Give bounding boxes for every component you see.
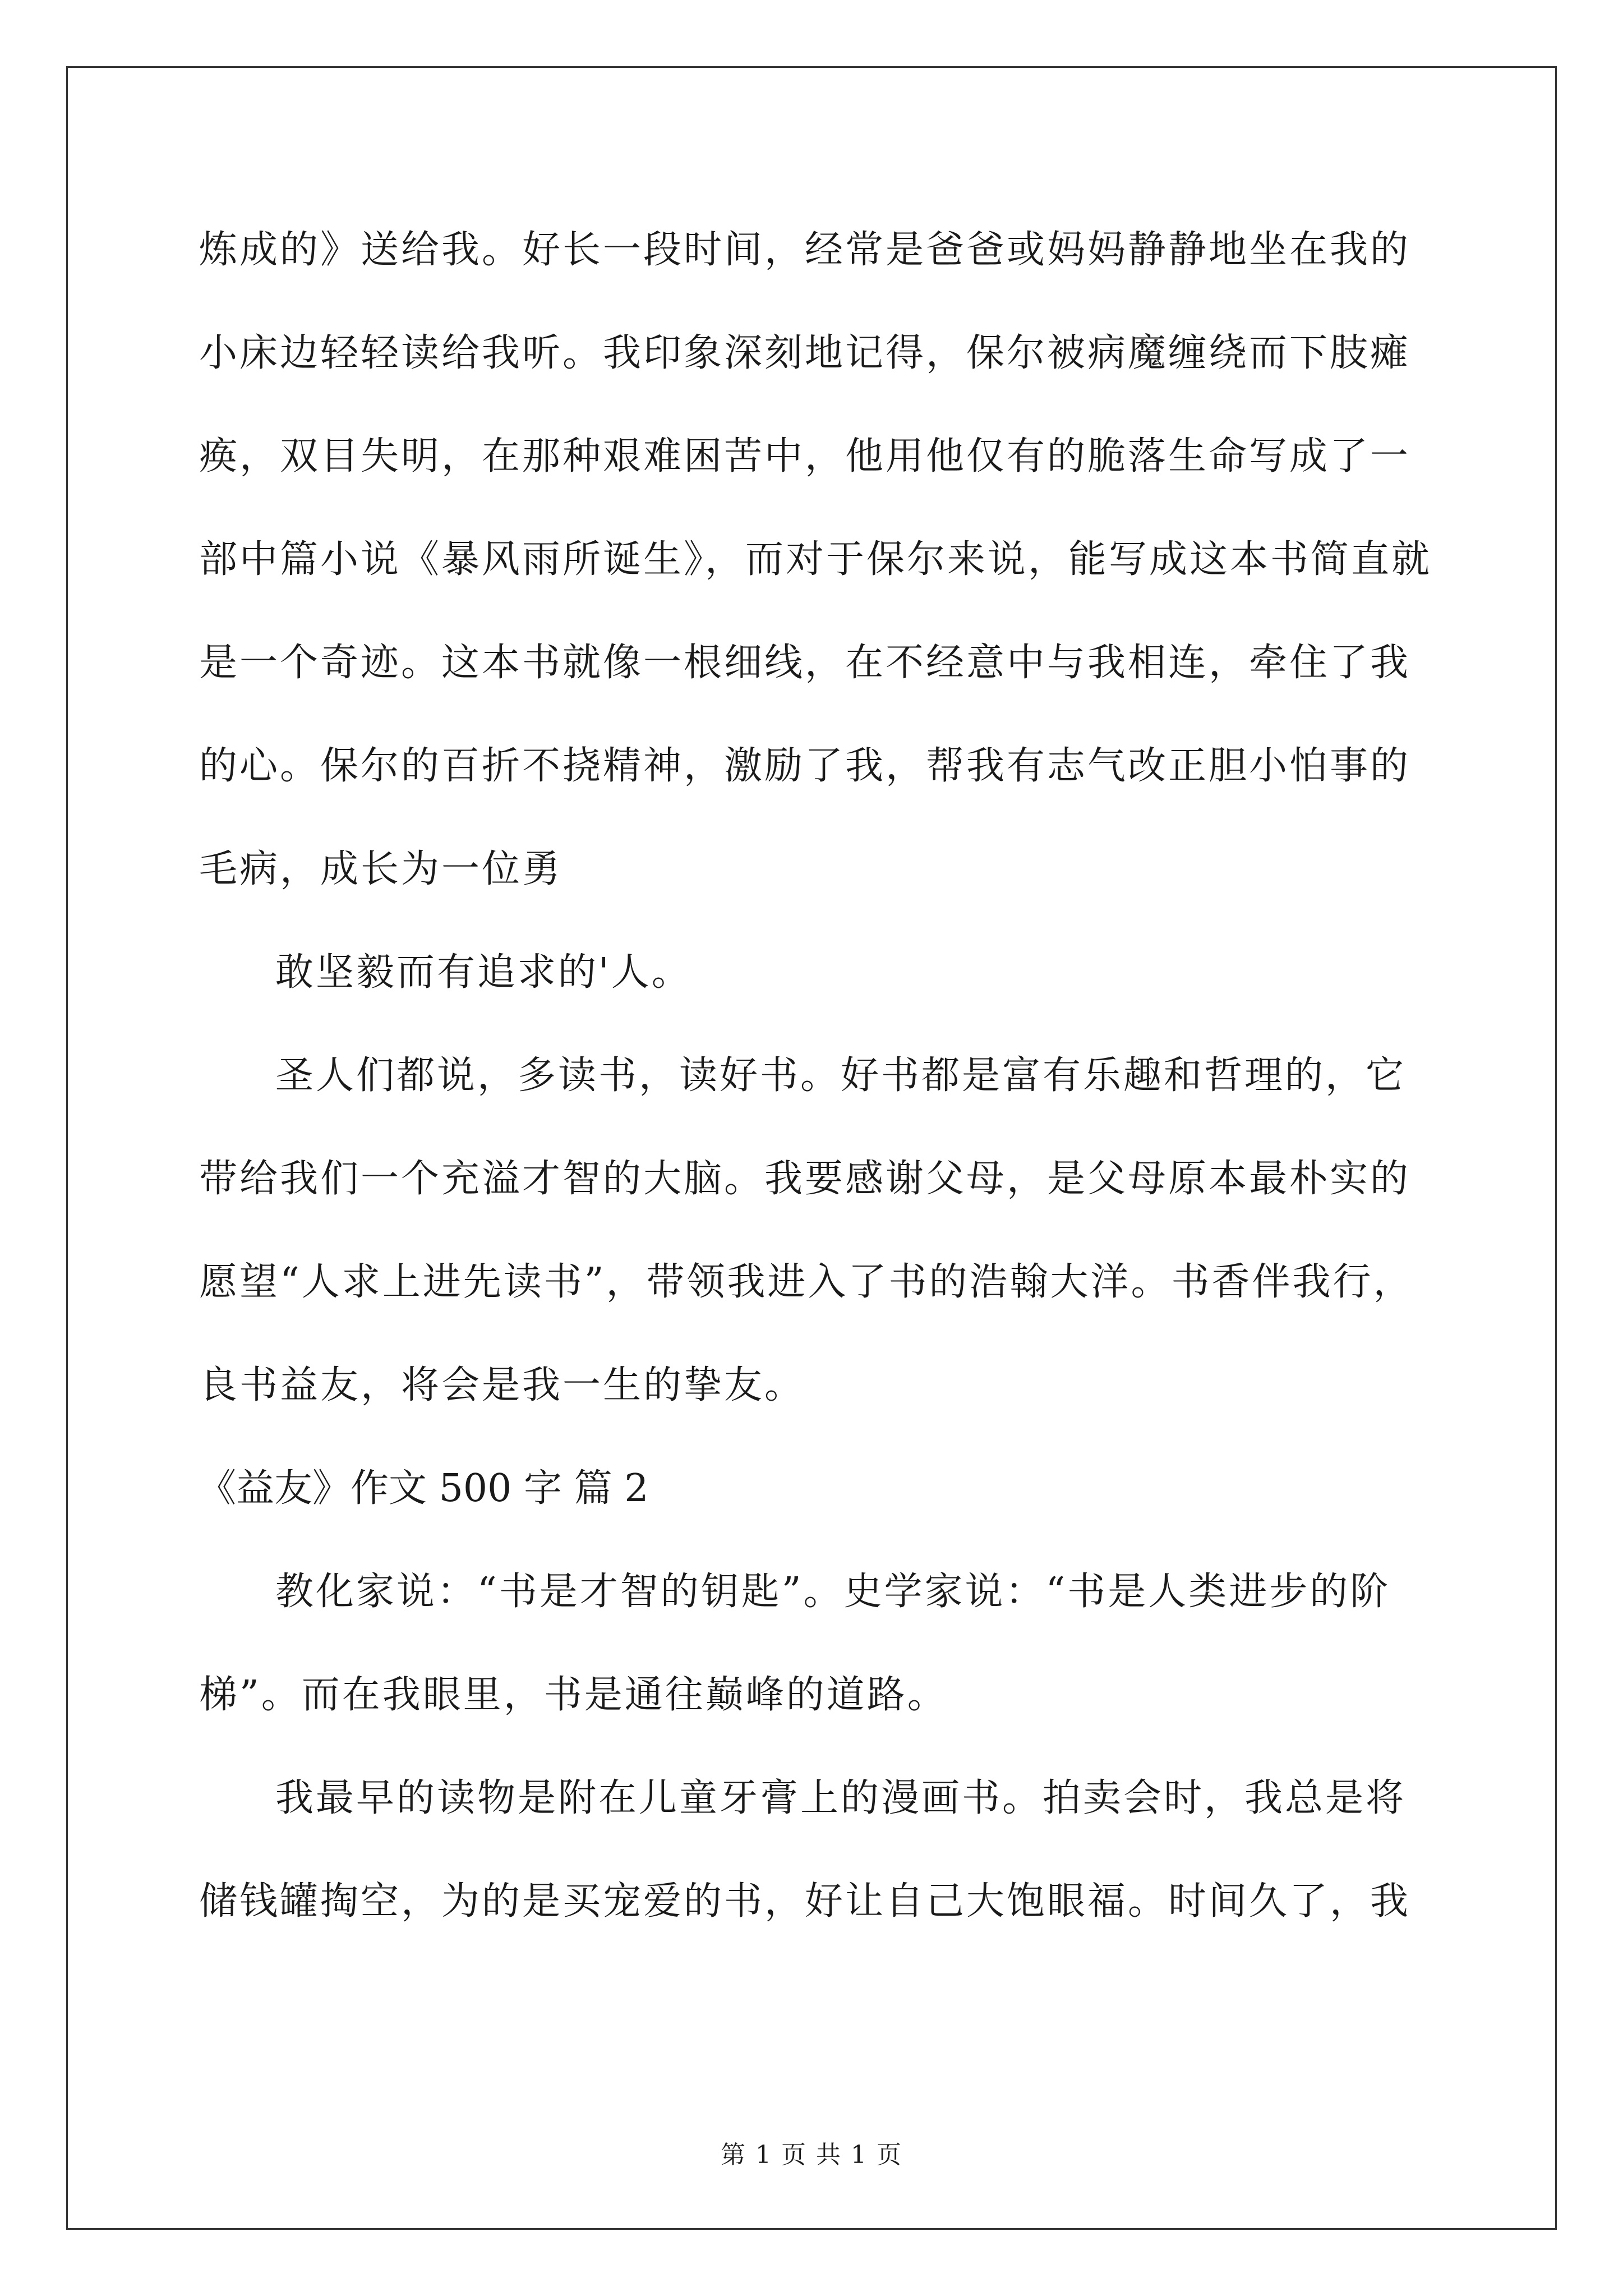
paragraph xyxy=(199,1034,1433,1447)
text-line: 我最早的读物是附在儿童牙膏上的漫画书。拍卖会时，我总是将 xyxy=(275,1776,1407,1820)
text-line: 良书益友，将会是我一生的挚友。 xyxy=(199,1363,805,1407)
text-line: 毛病，成长为一位勇 xyxy=(199,847,563,891)
text-line: 愿望“人求上进先读书”，带领我进入了书的浩翰大洋。书香伴我行， xyxy=(199,1260,1414,1304)
text-line: 是一个奇迹。这本书就像一根细线，在不经意中与我相连，牵住了我 xyxy=(199,641,1411,685)
text-line: 教化家说：“书是才智的钥匙”。史学家说：“书是人类进步的阶 xyxy=(275,1570,1391,1614)
paragraph xyxy=(199,1550,1433,1757)
text-line: 部中篇小说《暴风雨所诞生》，而对于保尔来说，能写成这本书简直就 xyxy=(199,537,1432,582)
paragraph xyxy=(199,209,1433,931)
text-line: 带给我们一个充溢才智的大脑。我要感谢父母，是父母原本最朴实的 xyxy=(199,1157,1411,1201)
text-line: 敢坚毅而有追求的'人。 xyxy=(275,950,692,995)
paragraph xyxy=(199,1757,1433,1963)
text-line: 的心。保尔的百折不挠精神，激励了我，帮我有志气改正胆小怕事的 xyxy=(199,744,1411,788)
text-line: 痪，双目失明，在那种艰难困苦中，他用他仅有的脆落生命写成了一 xyxy=(199,434,1411,478)
text-line: 小床边轻轻读给我听。我印象深刻地记得，保尔被病魔缠绕而下肢瘫 xyxy=(199,331,1411,375)
text-line: 炼成的》送给我。好长一段时间，经常是爸爸或妈妈静静地坐在我的 xyxy=(199,228,1411,272)
text-line: 储钱罐掏空，为的是买宠爱的书，好让自己大饱眼福。时间久了，我 xyxy=(199,1879,1411,1924)
paragraph xyxy=(199,931,1433,1034)
text-line: 圣人们都说，多读书，读好书。好书都是富有乐趣和哲理的，它 xyxy=(275,1053,1407,1098)
document-body xyxy=(199,209,1433,1963)
text-line: 梯”。而在我眼里，书是通往巅峰的道路。 xyxy=(199,1673,948,1717)
page-number-footer: 第 1 页 共 1 页 xyxy=(721,2141,902,2169)
section-heading: 《益友》作文 500 字 篇 2 xyxy=(198,1466,649,1511)
